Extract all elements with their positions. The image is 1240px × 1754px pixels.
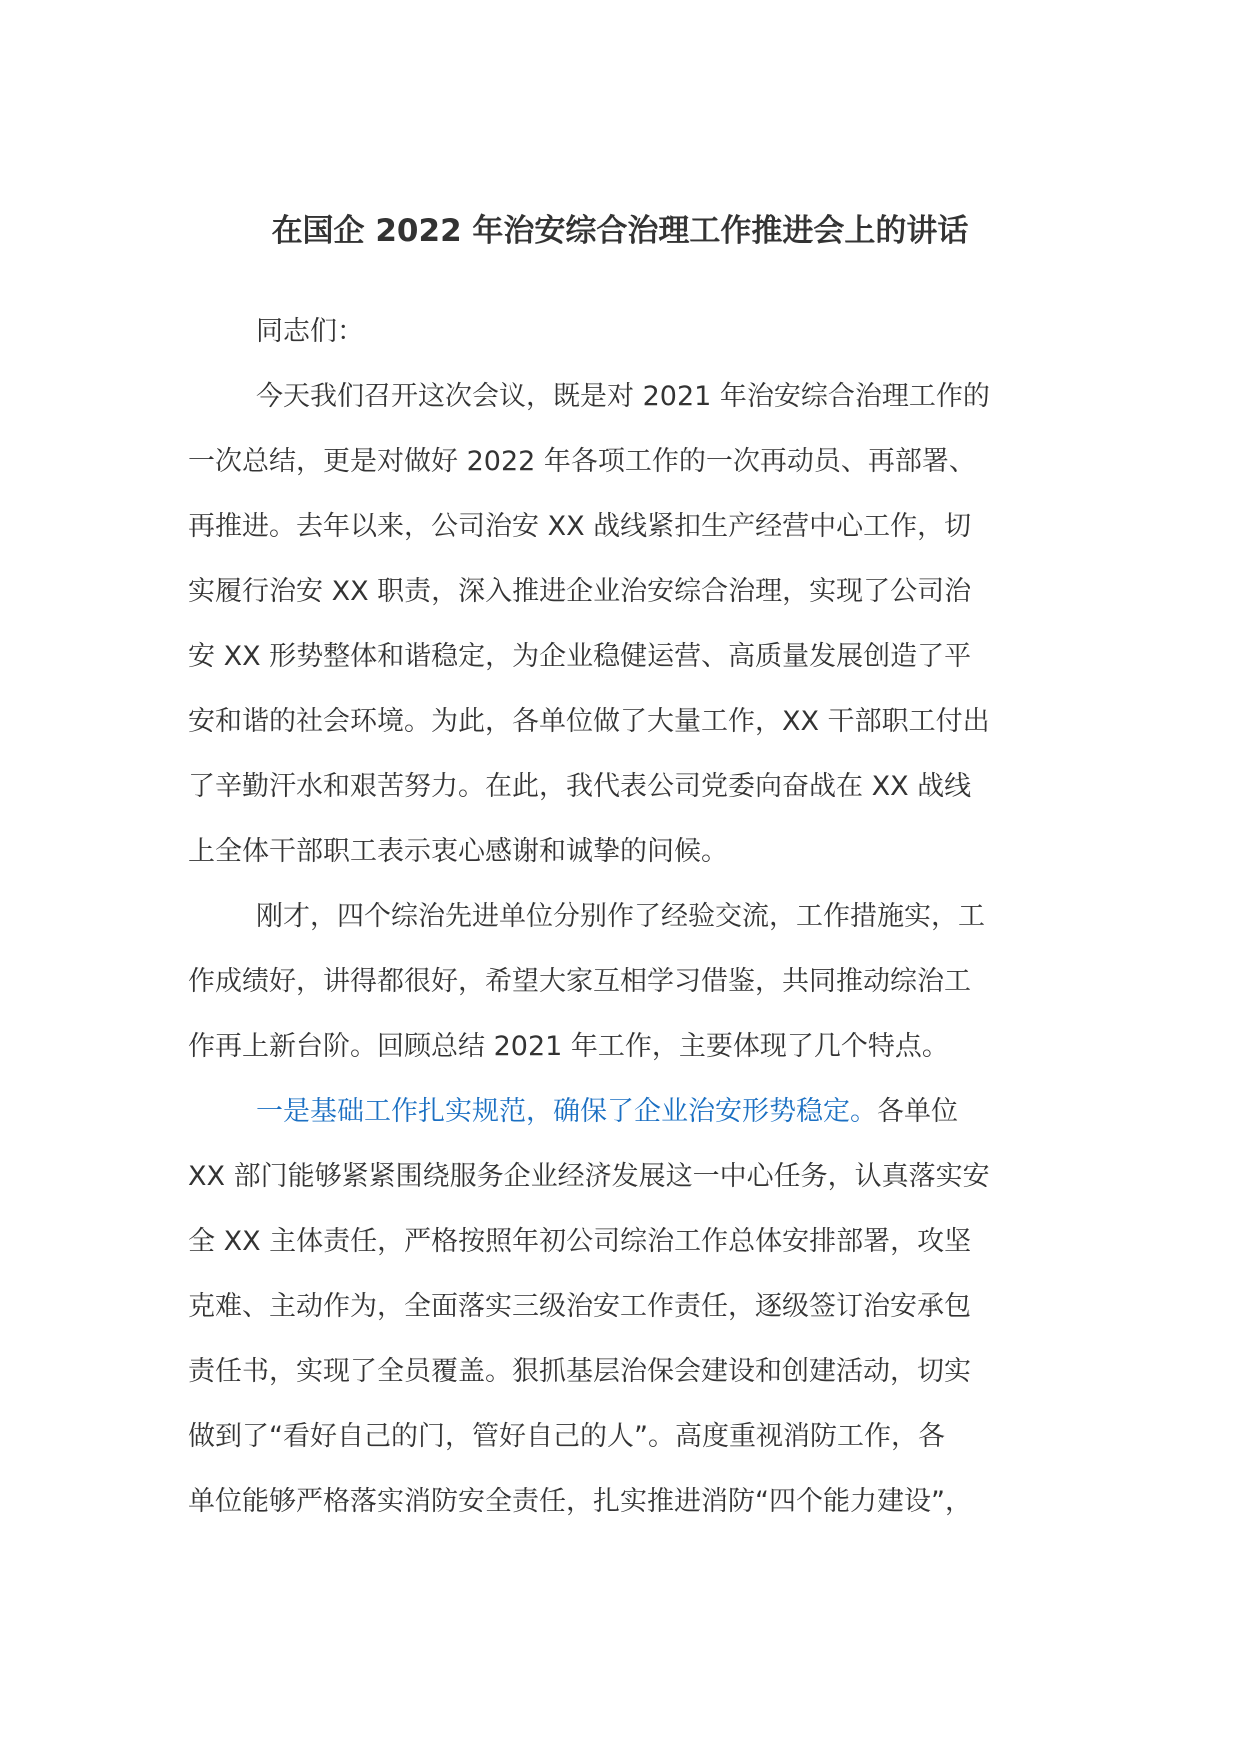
salutation: 同志们： [256,316,364,347]
paragraph-line: 责任书，实现了全员覆盖。狠抓基层治保会建设和创建活动，切实 [188,1356,971,1387]
paragraph-line: 安 XX 形势整体和谐稳定，为企业稳健运营、高质量发展创造了平 [188,641,972,672]
paragraph-line: 做到了“看好自己的门，管好自己的人”。高度重视消防工作，各 [188,1421,945,1452]
paragraph-line: 刚才，四个综治先进单位分别作了经验交流，工作措施实，工 [256,901,985,932]
paragraph-line: 克难、主动作为，全面落实三级治安工作责任，逐级签订治安承包 [188,1291,971,1322]
paragraph-line: 安和谐的社会环境。为此，各单位做了大量工作，XX 干部职工付出 [188,706,990,737]
document-body [188,299,1064,1534]
paragraph-line: 再推进。去年以来，公司治安 XX 战线紧扣生产经营中心工作，切 [188,511,972,542]
paragraph-line: XX 部门能够紧紧围绕服务企业经济发展这一中心任务，认真落实安 [188,1161,990,1192]
paragraph-line: 作成绩好，讲得都很好，希望大家互相学习借鉴，共同推动综治工 [188,966,971,997]
paragraph-line: 作再上新台阶。回顾总结 2021 年工作，主要体现了几个特点。 [188,1031,949,1062]
paragraph-line: 实履行治安 XX 职责，深入推进企业治安综合治理，实现了公司治 [188,576,972,607]
highlighted-heading: 一是基础工作扎实规范，确保了企业治安形势稳定。 [256,1096,877,1127]
paragraph-line: 上全体干部职工表示衷心感谢和诚挚的问候。 [188,836,728,867]
document-title: 在国企 2022 年治安综合治理工作推进会上的讲话 [271,213,969,249]
paragraph-line: 今天我们召开这次会议，既是对 2021 年治安综合治理工作的 [256,381,990,412]
paragraph-lead-line [188,1079,1064,1144]
paragraph-line: 单位能够严格落实消防安全责任，扎实推进消防“四个能力建设”， [188,1486,972,1517]
paragraph-3 [188,1079,1064,1534]
paragraph-1 [188,364,1064,884]
paragraph-2 [188,884,1064,1079]
paragraph-line: 一次总结，更是对做好 2022 年各项工作的一次再动员、再部署、 [188,446,976,477]
lead-tail-text: 各单位 [877,1096,958,1127]
paragraph-line: 全 XX 主体责任，严格按照年初公司综治工作总体安排部署，攻坚 [188,1226,972,1257]
paragraph-line: 了辛勤汗水和艰苦努力。在此，我代表公司党委向奋战在 XX 战线 [188,771,972,802]
